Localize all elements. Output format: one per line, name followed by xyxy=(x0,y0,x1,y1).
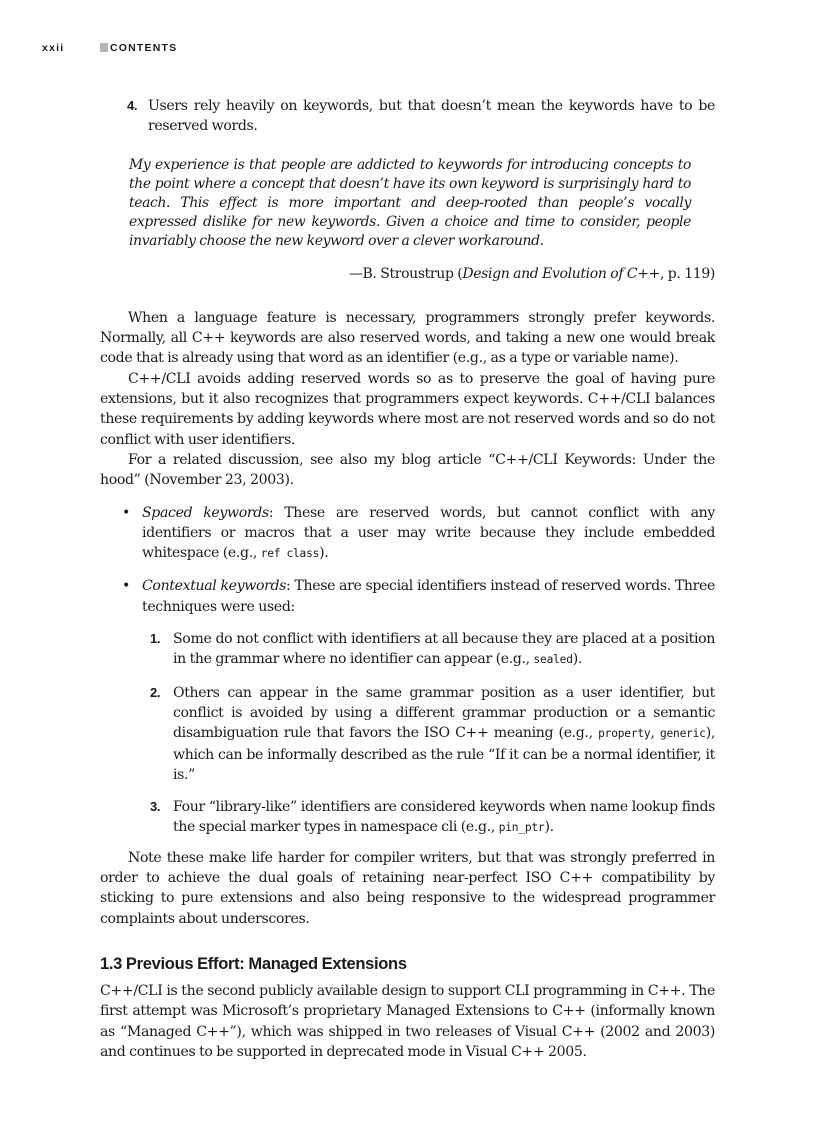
paragraph-blog-reference: For a related discussion, see also my blog article “C++/CLI Keywords: Under the hood” (November 23, 2003). xyxy=(100,451,715,489)
block-quote: My experience is that people are addicted to keywords for introducing concepts to the point where a concept that doesn’t have its own keyword is surprisingly hard to teach. This effect is more important and deep-rooted than people’s vocally expressed dislike for new keywords. Given a choice and time to consider, people invariably choose the new keyword over a clever workaround. xyxy=(129,156,691,249)
code-ref-class: ref class xyxy=(260,547,320,561)
code-property: property xyxy=(598,727,651,741)
running-title xyxy=(100,42,177,54)
section-heading: 1.3 Previous Effort: Managed Extensions xyxy=(100,954,407,973)
attribution-book-title: Design and Evolution of C++ xyxy=(462,265,660,282)
sub-item-text: Others can appear in the same grammar position as a user identifier, but conflict is avoided by using a different grammar production or a semantic disambiguation rule that favors the ISO C++ meaning (e.g., xyxy=(173,684,715,742)
paragraph-section-body: C++/CLI is the second publicly available design to support CLI programming in C++. The first attempt was Microsoft’s proprietary Managed Extensions to C++ (informally known as “Managed C++”), which was shipped in two releases of Visual C++ (2002 and 2003) and continues to be supported in deprecated mode in Visual C++ 2005. xyxy=(100,982,715,1060)
code-generic: generic xyxy=(659,727,706,741)
page-number: xxii xyxy=(42,42,65,54)
sub-item-number: 1. xyxy=(150,631,161,647)
list-item-text: Users rely heavily on keywords, but that doesn’t mean the keywords have to be reserved words. xyxy=(148,98,715,135)
sub-item-text: Some do not conflict with identifiers at all because they are placed at a position in the grammar where no identifier can appear (e.g., xyxy=(173,631,715,668)
sub-item-number: 2. xyxy=(150,684,161,700)
header-marker-icon xyxy=(100,43,108,52)
sub-item-1: 1. Some do not conflict with identifiers at all because they are placed at a position in the grammar where no identifier can appear (e.g., sealed). xyxy=(150,631,715,668)
bullet-icon: • xyxy=(122,504,130,521)
list-item-number: 4. xyxy=(127,98,138,113)
sub-item-text: Four “library-like” identifiers are considered keywords when name lookup finds the special marker types in namespace cli (e.g., xyxy=(173,799,715,836)
paragraph-note: Note these make life harder for compiler writers, but that was strongly preferred in order to achieve the dual goals of retaining near-perfect ISO C++ compatibility by sticking to pure extensions and also being responsive to the widespread programmer complaints about underscores. xyxy=(100,849,715,927)
quote-attribution xyxy=(100,264,715,284)
attribution-prefix: —B. Stroustrup ( xyxy=(348,265,463,282)
bullet-icon: • xyxy=(122,578,130,595)
attribution-suffix: , p. 119) xyxy=(660,265,715,282)
sub-item-number: 3. xyxy=(150,799,161,815)
page-body xyxy=(100,96,715,1062)
sub-item-3: 3. Four “library-like” identifiers are considered keywords when name lookup finds the special marker types in namespace cli (e.g., pin_ptr). xyxy=(150,799,715,836)
bullet-contextual-keywords xyxy=(100,576,715,617)
bullet-text: : These are special identifiers instead of reserved words. Three techniques were used: xyxy=(142,578,715,615)
sub-item-2: 2. Others can appear in the same grammar position as a user identifier, but conflict is avoided by using a different grammar production or a semantic disambiguation rule that favors the ISO C++ meaning (e.g., property, generic), which can be informally described as the rule “If it can be a normal identifier, it is.” xyxy=(150,684,715,783)
paragraph-keywords: When a language feature is necessary, programmers strongly prefer keywords. Normally, all C++ keywords are also reserved words, and taking a new one would break code that is already using that word as an identifier (e.g., as a type or variable name). xyxy=(100,309,715,367)
bullet-term: Contextual keywords xyxy=(142,578,287,595)
paragraph-reserved-words: C++/CLI avoids adding reserved words so as to preserve the goal of having pure extensions, but it also recognizes that programmers expect keywords. C++/CLI balances these requirements by adding keywords where most are not reserved words and so do not conflict with user identifiers. xyxy=(100,370,715,448)
bullet-spaced-keywords: • Spaced keywords: These are reserved words, but cannot conflict with any identifiers or macros that a user may write because they include embedded whitespace (e.g., ref class). xyxy=(122,504,715,562)
bullet-text: : These are reserved words, but cannot conflict with any identifiers or macros that a user may write because they include embedded whitespace (e.g., xyxy=(142,504,715,562)
running-title-text: CONTENTS xyxy=(110,42,178,54)
bullet-term: Spaced keywords xyxy=(142,504,269,521)
list-item-4 xyxy=(100,96,715,137)
code-sealed: sealed xyxy=(533,653,573,667)
code-pin-ptr: pin_ptr xyxy=(498,821,545,835)
